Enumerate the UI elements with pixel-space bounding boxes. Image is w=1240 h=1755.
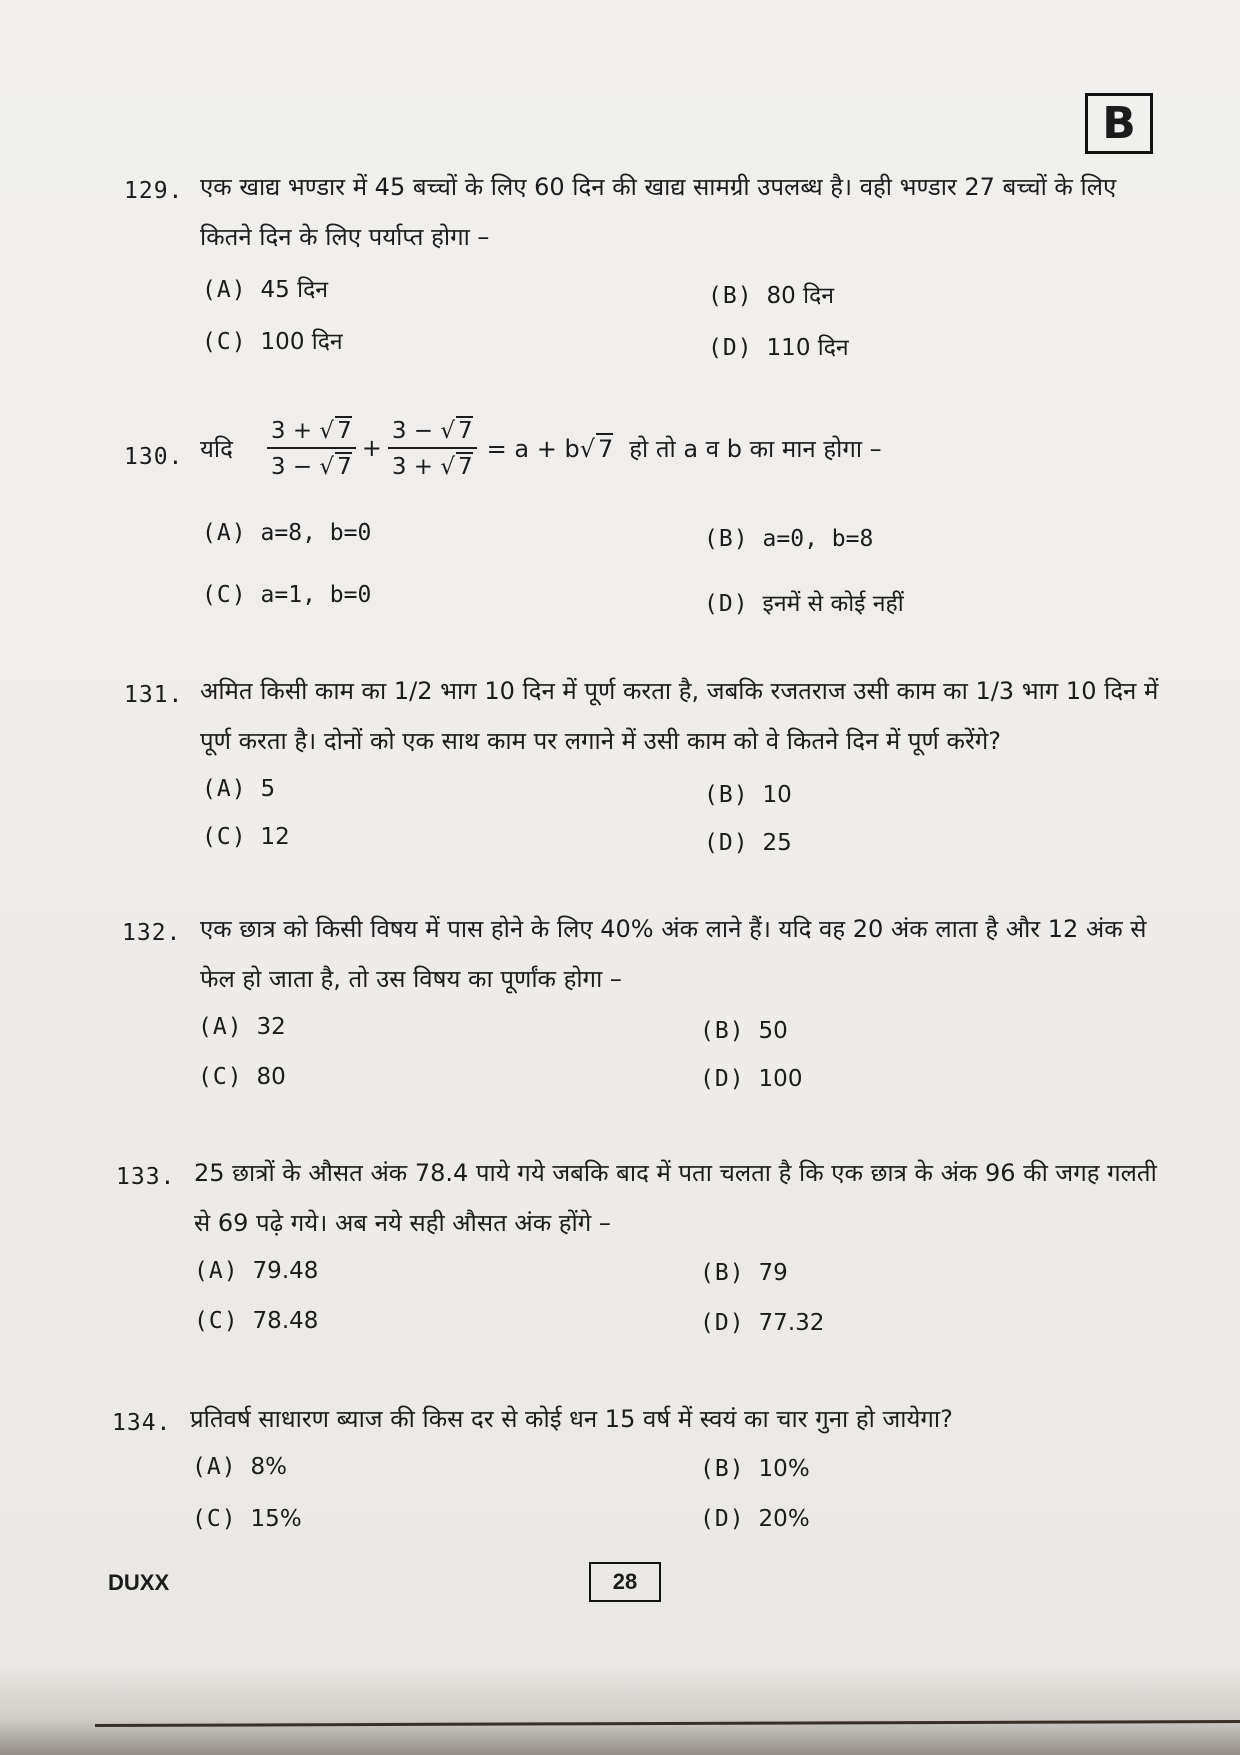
option-value: 78.48 — [252, 1308, 319, 1334]
option-value: 10% — [758, 1456, 810, 1482]
option-label: (C) — [202, 582, 247, 608]
term: 3 + — [391, 454, 434, 480]
option-label: (B) — [700, 1018, 745, 1044]
option-label: (D) — [704, 591, 749, 617]
option-label: (C) — [202, 824, 247, 850]
booklet-code: DUXX — [108, 1570, 170, 1595]
option-value: 5 — [260, 776, 276, 802]
option-value: 100 दिन — [260, 329, 343, 355]
radicand: 7 — [458, 418, 473, 444]
question-text — [200, 416, 882, 480]
option-b — [700, 1260, 788, 1286]
set-code-box — [1085, 93, 1153, 154]
fraction-2: $\frac{3 - √ 7}{3 + √ 7}$ — [388, 416, 477, 480]
option-a — [202, 272, 328, 304]
option-b — [700, 1456, 810, 1482]
option-label: (A) — [202, 520, 247, 546]
option-label: (A) — [202, 277, 247, 303]
option-value: इनमें से कोई नहीं — [762, 591, 904, 617]
option-value: 32 — [256, 1014, 286, 1040]
fraction-1: $\frac{3 + √ 7}{3 - √ 7}$ — [267, 416, 356, 480]
option-value: 10 — [762, 782, 792, 808]
option-b — [708, 278, 834, 310]
page-number-box — [589, 1562, 661, 1602]
option-label: (B) — [700, 1260, 745, 1286]
question-number: 131. — [124, 682, 184, 708]
set-code: B — [1102, 98, 1136, 149]
question-number: 130. — [124, 444, 184, 470]
option-label: (C) — [202, 329, 247, 355]
option-a — [192, 1454, 287, 1480]
option-label: (C) — [194, 1308, 239, 1334]
option-c — [202, 824, 290, 850]
option-a — [198, 1014, 286, 1040]
option-d — [700, 1066, 802, 1092]
option-label: (C) — [192, 1506, 237, 1532]
term: 3 − — [270, 454, 313, 480]
option-value: 110 दिन — [766, 335, 849, 361]
option-value: 20% — [758, 1506, 810, 1532]
equation-rhs: = a + b√ 7 — [486, 435, 614, 463]
option-d — [704, 586, 904, 618]
option-a — [194, 1258, 318, 1284]
option-value: 12 — [260, 824, 290, 850]
option-label: (B) — [708, 283, 753, 309]
radicand: 7 — [598, 435, 614, 463]
plus-sign: + — [361, 434, 382, 462]
option-b — [704, 782, 792, 808]
option-c — [202, 582, 371, 608]
option-c — [198, 1064, 286, 1090]
option-value: 79 — [758, 1260, 788, 1286]
term: 3 + — [270, 418, 313, 444]
option-label: (B) — [704, 526, 749, 552]
option-d — [700, 1506, 810, 1532]
option-value: 45 दिन — [260, 277, 329, 303]
option-value: a=0, b=8 — [762, 526, 874, 552]
page-edge-shadow — [0, 1665, 1240, 1755]
option-label: (D) — [700, 1310, 745, 1336]
question-suffix: हो तो a व b का मान होगा – — [629, 434, 882, 463]
term: 3 − — [391, 418, 434, 444]
option-value: 100 — [758, 1066, 803, 1092]
option-value: 79.48 — [252, 1258, 319, 1284]
page-number: 28 — [612, 1569, 638, 1594]
option-label: (B) — [700, 1456, 745, 1482]
question-text: 25 छात्रों के औसत अंक 78.4 पाये गये जबकि बाद में पता चलता है कि एक छात्र के अंक 96 की जगह गलती से 69 पढ़े गये। अब नये सही औसत अंक होंगे – — [194, 1159, 1157, 1237]
option-value: a=1, b=0 — [260, 582, 372, 608]
option-label: (B) — [704, 782, 749, 808]
option-a — [202, 520, 371, 546]
question-number: 132. — [122, 920, 182, 946]
option-label: (A) — [198, 1014, 243, 1040]
option-value: 77.32 — [758, 1310, 825, 1336]
equals-term: = a + b — [486, 435, 580, 463]
option-c — [194, 1308, 318, 1334]
option-d — [700, 1310, 824, 1336]
question-text: एक छात्र को किसी विषय में पास होने के लिए 40% अंक लाने हैं। यदि वह 20 अंक लाता है और 12 अंक से फेल हो जाता है, तो उस विषय का पूर्णांक होगा – — [200, 915, 1147, 993]
option-d — [704, 830, 792, 856]
option-label: (A) — [202, 776, 247, 802]
question-text: प्रतिवर्ष साधारण ब्याज की किस दर से कोई धन 15 वर्ष में स्वयं का चार गुना हो जायेगा? — [190, 1405, 953, 1433]
radicand: 7 — [337, 418, 352, 444]
option-label: (A) — [192, 1454, 237, 1480]
option-value: 50 — [758, 1018, 788, 1044]
option-label: (C) — [198, 1064, 243, 1090]
option-label: (D) — [704, 830, 749, 856]
option-d — [708, 330, 849, 362]
question-prefix: यदि — [200, 434, 233, 463]
option-c — [202, 324, 343, 356]
option-value: 15% — [250, 1506, 302, 1532]
option-label: (D) — [708, 335, 753, 361]
option-value: 25 — [762, 830, 792, 856]
option-a — [202, 776, 275, 802]
option-value: 8% — [250, 1454, 288, 1480]
question-text: एक खाद्य भण्डार में 45 बच्चों के लिए 60 दिन की खाद्य सामग्री उपलब्ध है। वही भण्डार 27 बच्चों के लिए कितने दिन के लिए पर्याप्त होगा – — [200, 173, 1117, 251]
option-label: (D) — [700, 1506, 745, 1532]
option-value: a=8, b=0 — [260, 520, 372, 546]
question-number: 133. — [116, 1164, 176, 1190]
question-number: 134. — [112, 1410, 172, 1436]
option-b — [700, 1018, 788, 1044]
option-c — [192, 1506, 302, 1532]
option-label: (A) — [194, 1258, 239, 1284]
option-value: 80 दिन — [766, 283, 835, 309]
option-value: 80 — [256, 1064, 286, 1090]
option-b — [704, 526, 873, 552]
radicand: 7 — [337, 454, 352, 480]
question-number: 129. — [124, 178, 184, 204]
radicand: 7 — [458, 454, 473, 480]
option-label: (D) — [700, 1066, 745, 1092]
question-text: अमित किसी काम का 1/2 भाग 10 दिन में पूर्ण करता है, जबकि रजतराज उसी काम का 1/3 भाग 10 दिन में पूर्ण करता है। दोनों को एक साथ काम पर लगाने में उसी काम को वे कितने दिन में पूर्ण करेंगे? — [200, 677, 1159, 755]
